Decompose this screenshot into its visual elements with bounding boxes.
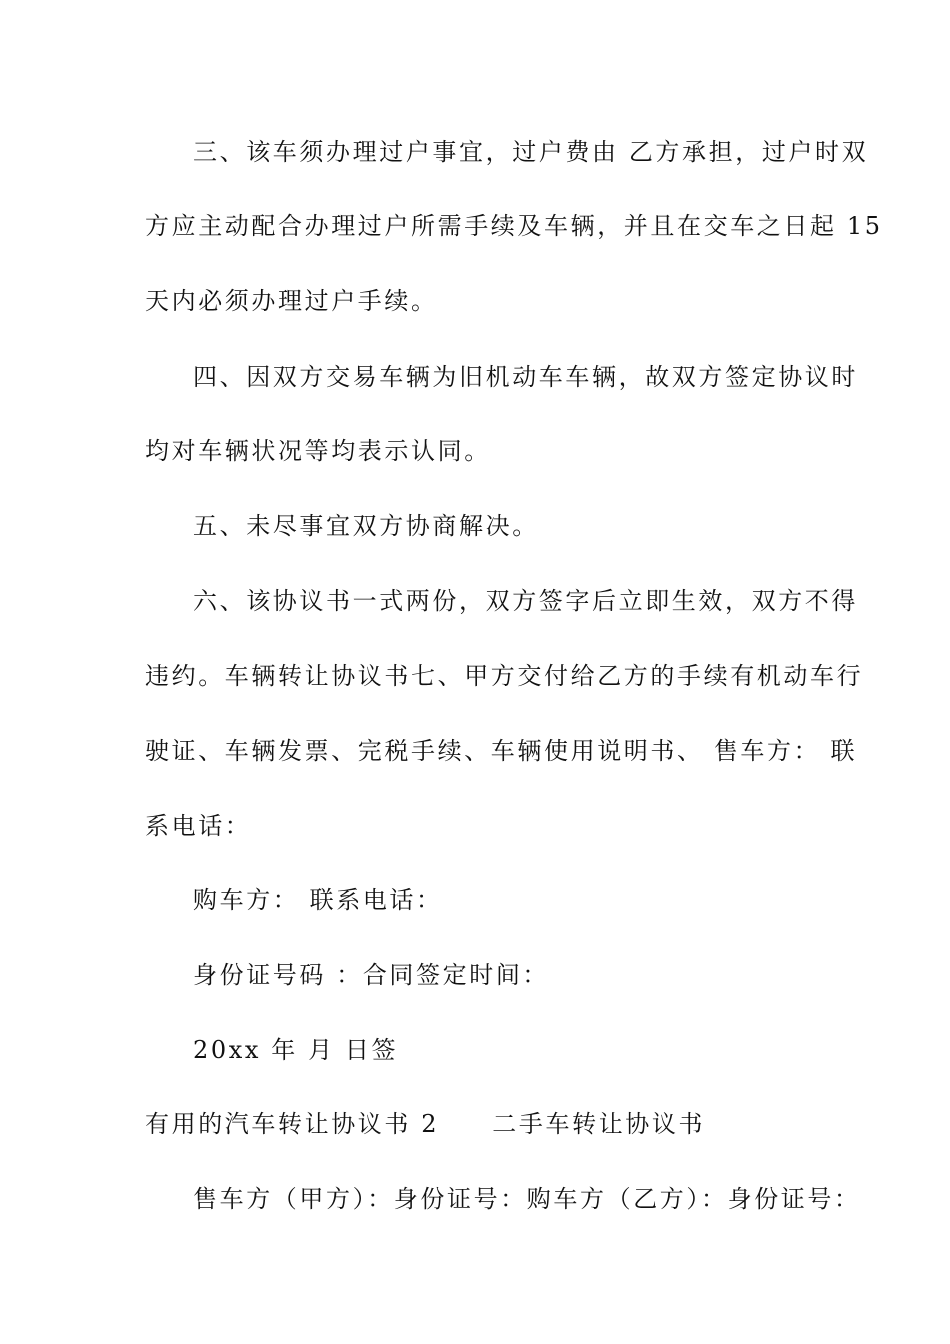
clause-5-line: 五、未尽事宜双方协商解决。 bbox=[193, 512, 539, 540]
clause-3-line-1: 三、该车须办理过户事宜，过户费由 乙方承担，过户时双 bbox=[193, 138, 869, 166]
clause-3-line-2: 方应主动配合办理过户所需手续及车辆，并且在交车之日起 15 bbox=[145, 212, 883, 240]
clause-6-line-4: 系电话： bbox=[145, 812, 252, 840]
clause-6-line-2: 违约。车辆转让协议书七、甲方交付给乙方的手续有机动车行 bbox=[145, 662, 864, 690]
clause-4-line-2: 均对车辆状况等均表示认同。 bbox=[145, 437, 491, 465]
id-number-line: 身份证号码 ：合同签定时间： bbox=[193, 961, 550, 989]
clause-6-line-3: 驶证、车辆发票、完税手续、车辆使用说明书、 售车方： 联 bbox=[145, 737, 858, 765]
section-heading: 有用的汽车转让协议书 2 二手车转让协议书 bbox=[145, 1110, 706, 1138]
clause-3-line-3: 天内必须办理过户手续。 bbox=[145, 287, 438, 315]
clause-4-line-1: 四、因双方交易车辆为旧机动车车辆，故双方签定协议时 bbox=[193, 363, 858, 391]
parties-line: 售车方（甲方）：身份证号：购车方（乙方）：身份证号： bbox=[193, 1185, 861, 1213]
clause-6-line-1: 六、该协议书一式两份，双方签字后立即生效，双方不得 bbox=[193, 587, 858, 615]
buyer-contact-line: 购车方： 联系电话： bbox=[193, 886, 443, 914]
date-signature-line: 20xx 年 月 日签 bbox=[193, 1036, 399, 1064]
